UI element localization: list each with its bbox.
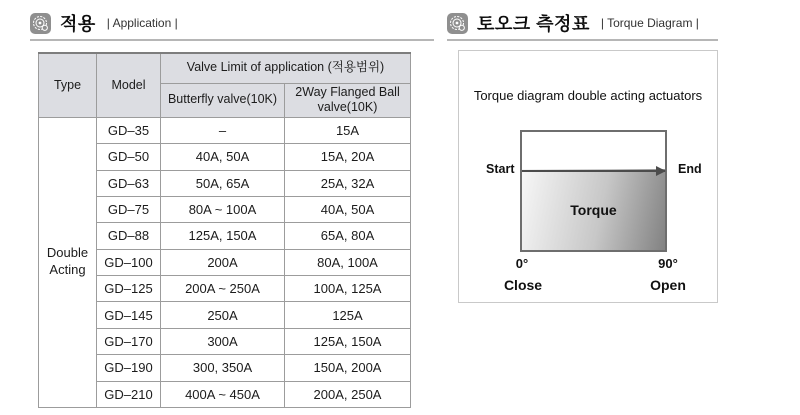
table-row [39,117,411,143]
model-cell: GD–35 [97,117,161,143]
ball-cell: 40A, 50A [285,196,411,222]
ball-cell: 15A [285,117,411,143]
header-model: Model [97,53,161,117]
ball-cell: 25A, 32A [285,170,411,196]
application-title-ko: 적용 [60,14,96,34]
ball-cell: 200A, 250A [285,381,411,408]
end-label: End [678,162,702,176]
butterfly-cell: 40A, 50A [161,144,285,170]
close-label: Close [503,277,543,293]
model-cell: GD–170 [97,328,161,354]
ball-cell: 125A [285,302,411,328]
butterfly-cell: – [161,117,285,143]
torque-title-ko: 토오크 측정표 [477,14,590,34]
ball-cell: 150A, 200A [285,355,411,381]
torque-diagram-title: Torque diagram double acting actuators [473,88,703,103]
application-table [38,52,411,408]
actuator-icon [30,13,51,34]
angle-0-label: 0° [515,256,529,271]
butterfly-cell: 300A [161,328,285,354]
torque-arrow [522,170,665,172]
model-cell: GD–100 [97,249,161,275]
butterfly-cell: 400A ~ 450A [161,381,285,408]
model-cell: GD–63 [97,170,161,196]
model-cell: GD–75 [97,196,161,222]
header-ball-valve: 2Way Flanged Ball valve(10K) [285,83,411,117]
model-cell: GD–190 [97,355,161,381]
angle-90-label: 90° [658,256,678,271]
model-cell: GD–145 [97,302,161,328]
torque-header-rule [447,39,718,41]
model-cell: GD–88 [97,223,161,249]
table-body [39,117,411,407]
butterfly-cell: 200A [161,249,285,275]
model-cell: GD–50 [97,144,161,170]
model-cell: GD–210 [97,381,161,408]
torque-label: Torque [570,201,617,218]
actuator-icon [447,13,468,34]
ball-cell: 15A, 20A [285,144,411,170]
ball-cell: 80A, 100A [285,249,411,275]
ball-cell: 100A, 125A [285,276,411,302]
header-type: Type [39,53,97,117]
ball-cell: 65A, 80A [285,223,411,249]
butterfly-cell: 250A [161,302,285,328]
arrow-head-icon [656,166,666,176]
butterfly-cell: 80A ~ 100A [161,196,285,222]
model-cell: GD–125 [97,276,161,302]
open-label: Open [650,277,686,293]
application-header-rule [30,39,434,41]
butterfly-cell: 125A, 150A [161,223,285,249]
header-valve-limit: Valve Limit of application (적용범위) [161,53,411,83]
butterfly-cell: 200A ~ 250A [161,276,285,302]
application-header [30,10,178,36]
butterfly-cell: 50A, 65A [161,170,285,196]
application-title-en: | Application | [106,16,178,30]
ball-cell: 125A, 150A [285,328,411,354]
table-header-row-1 [39,53,411,83]
torque-diagram-box [458,50,718,303]
torque-plot-area [520,130,667,252]
torque-gradient-area [522,169,665,250]
type-cell: Double Acting [39,117,97,407]
torque-title-en: | Torque Diagram | [600,16,699,30]
butterfly-cell: 300, 350A [161,355,285,381]
torque-header [447,10,699,36]
start-label: Start [486,162,515,176]
header-butterfly-valve: Butterfly valve(10K) [161,83,285,117]
